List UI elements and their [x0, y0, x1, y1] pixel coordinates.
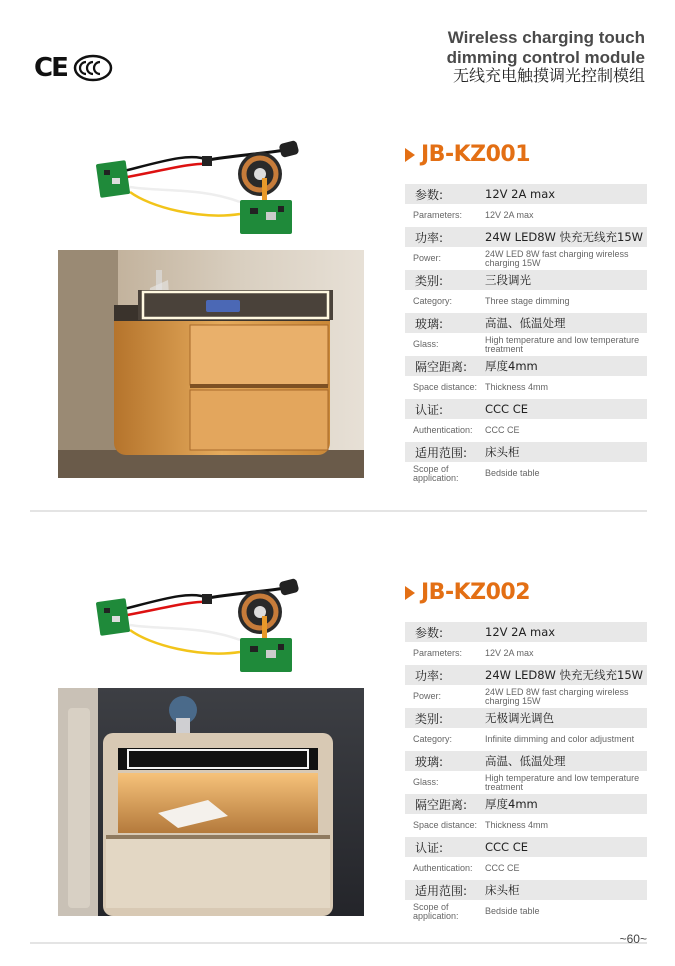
spec-value-en: High temperature and low temperature treatment	[485, 772, 640, 792]
spec-label-en: Power:	[413, 691, 442, 701]
spec-value-en: 24W LED 8W fast charging wireless charging 15W	[485, 686, 629, 706]
spec-row-glass	[405, 751, 647, 794]
spec-value-en: Bedside table	[485, 468, 540, 478]
spec-value-zh: 高温、低温处理	[485, 754, 566, 768]
bedside-table-photo-1	[58, 250, 364, 478]
spec-value-en: Three stage dimming	[485, 296, 570, 306]
spec-label-en: Parameters:	[413, 210, 463, 220]
spec-label-zh: 功率:	[415, 230, 444, 245]
spec-row-category	[405, 270, 647, 313]
model-label: JB-KZ002	[421, 580, 531, 605]
spec-value-zh: CCC CE	[485, 840, 529, 854]
spec-value-en: 12V 2A max	[485, 648, 534, 658]
ccc-mark-icon	[73, 54, 113, 82]
title-en-line1: Wireless charging touch	[447, 28, 645, 47]
spec-value-en: Thickness 4mm	[485, 820, 549, 830]
spec-label-zh: 类别:	[415, 711, 444, 726]
spec-row-power	[405, 665, 647, 708]
spec-value-en: CCC CE	[485, 863, 520, 873]
spec-value-zh: 床头柜	[485, 883, 520, 897]
page-number: ~60~	[619, 932, 647, 946]
control-module-image	[90, 132, 310, 242]
spec-row-space-distance	[405, 794, 647, 837]
spec-value-en: 12V 2A max	[485, 210, 534, 220]
spec-label-zh: 认证:	[415, 402, 444, 417]
ce-mark-icon: CE	[34, 53, 67, 83]
spec-value-en: 24W LED 8W fast charging wireless charging 15W	[485, 248, 629, 268]
spec-label-en: Category:	[413, 734, 453, 744]
spec-label-zh: 参数:	[415, 625, 444, 640]
spec-label-zh: 适用范围:	[415, 445, 468, 460]
spec-label-en: Parameters:	[413, 648, 463, 658]
spec-label-zh: 玻璃:	[415, 754, 444, 769]
spec-row-glass	[405, 313, 647, 356]
spec-label-zh: 功率:	[415, 668, 444, 683]
spec-row-space-distance	[405, 356, 647, 399]
spec-value-zh: 12V 2A max	[485, 187, 556, 201]
spec-label-zh: 隔空距离:	[415, 359, 468, 374]
spec-value-en: Infinite dimming and color adjustment	[485, 734, 635, 744]
spec-label-en: Power:	[413, 253, 442, 263]
spec-row-authentication	[405, 399, 647, 442]
spec-row-power	[405, 227, 647, 270]
title-zh: 无线充电触摸调光控制模组	[452, 66, 645, 86]
spec-label-zh: 隔空距离:	[415, 797, 468, 812]
spec-label-en: Scope of application:	[413, 901, 459, 921]
spec-label-zh: 玻璃:	[415, 316, 444, 331]
control-module-image	[90, 570, 310, 680]
title-en-line2: dimming control module	[446, 47, 645, 67]
model-label: JB-KZ001	[421, 142, 531, 167]
spec-value-zh: 24W LED8W 快充无线充15W	[485, 668, 644, 682]
spec-label-zh: 认证:	[415, 840, 444, 855]
section-divider	[30, 510, 647, 512]
spec-value-zh: 无极调光调色	[485, 711, 554, 725]
spec-label-en: Glass:	[413, 339, 439, 349]
triangle-bullet-icon	[405, 586, 415, 600]
spec-label-zh: 类别:	[415, 273, 444, 288]
spec-value-en: Thickness 4mm	[485, 382, 549, 392]
triangle-bullet-icon	[405, 148, 415, 162]
spec-row-parameters	[405, 184, 647, 227]
model-name	[405, 580, 530, 605]
spec-value-en: CCC CE	[485, 425, 520, 435]
bedside-table-photo-2	[58, 688, 364, 916]
spec-value-en: High temperature and low temperature treatment	[485, 334, 640, 354]
spec-label-en: Space distance:	[413, 820, 478, 830]
page-title	[447, 28, 645, 85]
spec-row-parameters	[405, 622, 647, 665]
section-divider	[30, 942, 647, 944]
spec-label-en: Space distance:	[413, 382, 478, 392]
spec-value-zh: 厚度4mm	[485, 359, 538, 373]
spec-value-en: Bedside table	[485, 906, 540, 916]
spec-row-category	[405, 708, 647, 751]
product-section-1	[0, 120, 675, 560]
certification-marks	[34, 52, 113, 84]
spec-row-scope	[405, 442, 647, 485]
spec-value-zh: 床头柜	[485, 445, 520, 459]
spec-value-zh: CCC CE	[485, 402, 529, 416]
spec-label-en: Scope of application:	[413, 463, 459, 483]
spec-value-zh: 高温、低温处理	[485, 316, 566, 330]
spec-table	[405, 184, 647, 485]
spec-value-zh: 12V 2A max	[485, 625, 556, 639]
spec-label-en: Category:	[413, 296, 453, 306]
product-section-2	[0, 558, 675, 966]
model-name	[405, 142, 530, 167]
spec-value-zh: 三段调光	[485, 273, 531, 287]
spec-row-scope	[405, 880, 647, 923]
spec-label-en: Authentication:	[413, 425, 473, 435]
spec-label-en: Glass:	[413, 777, 439, 787]
spec-table	[405, 622, 647, 923]
spec-label-en: Authentication:	[413, 863, 473, 873]
spec-value-zh: 厚度4mm	[485, 797, 538, 811]
spec-label-zh: 参数:	[415, 187, 444, 202]
spec-value-zh: 24W LED8W 快充无线充15W	[485, 230, 644, 244]
spec-label-zh: 适用范围:	[415, 883, 468, 898]
spec-row-authentication	[405, 837, 647, 880]
